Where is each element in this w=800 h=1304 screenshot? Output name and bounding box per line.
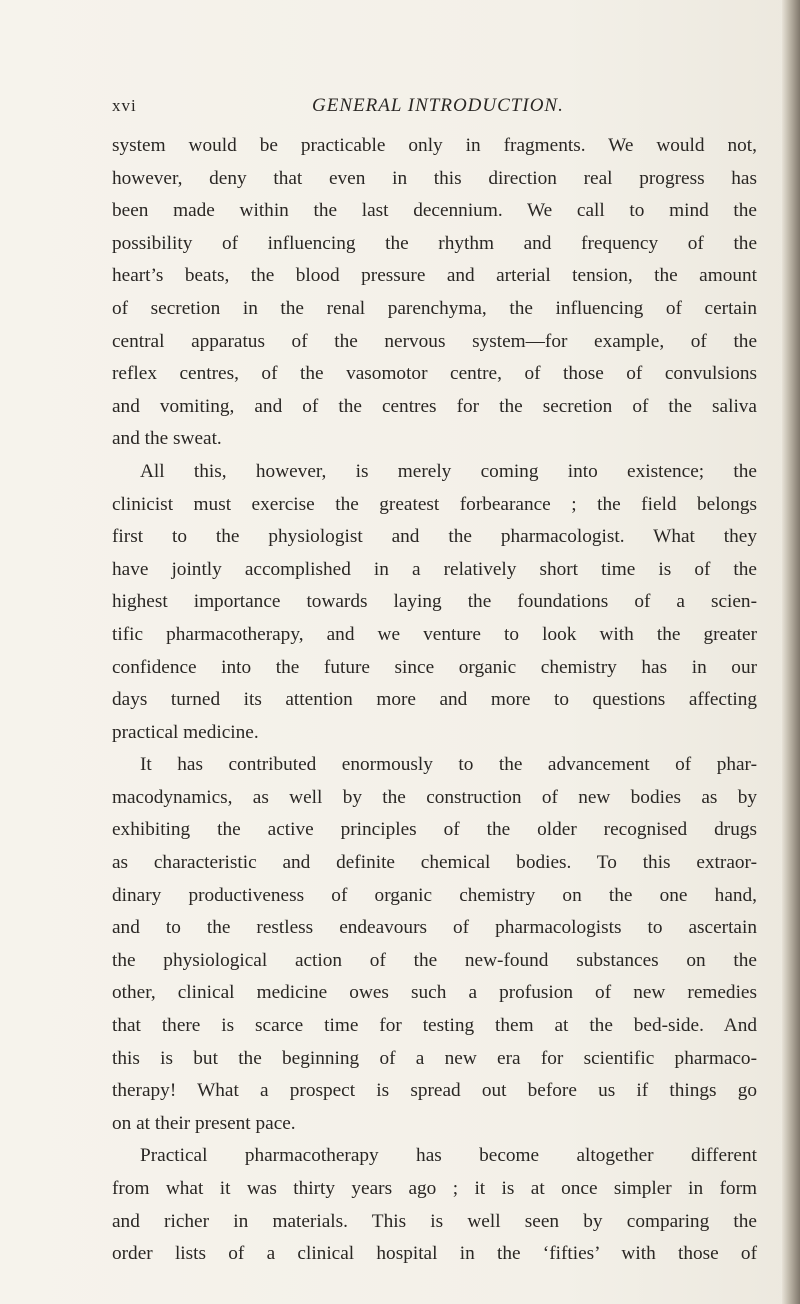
text-line: been made within the last decennium. We call to mind the [112, 200, 757, 222]
text-line: central apparatus of the nervous system—for example, of the [112, 330, 757, 352]
text-line: have jointly accomplished in a relatively short time is of the [112, 558, 757, 580]
text-line: exhibiting the active principles of the older recognised drugs [112, 819, 757, 841]
text-line: highest importance towards laying the foundations of a scien- [112, 591, 757, 613]
text-line: macodynamics, as well by the construction of new bodies as by [112, 786, 757, 808]
text-line: first to the physiologist and the pharmacologist. What they [112, 526, 757, 548]
text-line: clinicist must exercise the greatest forbearance ; the field belongs [112, 493, 757, 515]
text-line: confidence into the future since organic chemistry has in our [112, 656, 757, 678]
text-line: possibility of influencing the rhythm and frequency of the [112, 232, 757, 254]
text-line: that there is scarce time for testing them at the bed-side. And [112, 1015, 757, 1037]
paragraph-start: All this, however, is merely coming into existence; the [140, 460, 757, 482]
page-header [112, 96, 757, 122]
running-head: GENERAL INTRODUCTION. [312, 95, 564, 116]
text-line: tific pharmacotherapy, and we venture to look with the greater [112, 623, 757, 645]
page-number: xvi [112, 96, 137, 115]
paragraph-start: Practical pharmacotherapy has become altogether different [140, 1145, 757, 1167]
text-line: however, deny that even in this direction real progress has [112, 167, 757, 189]
text-line: as characteristic and definite chemical bodies. To this extraor- [112, 852, 757, 874]
text-line: this is but the beginning of a new era for scientific pharmaco- [112, 1047, 757, 1069]
text-line: and vomiting, and of the centres for the secretion of the saliva [112, 395, 757, 417]
text-line: system would be practicable only in fragments. We would not, [112, 135, 757, 156]
text-line: the physiological action of the new-found substances on the [112, 949, 757, 971]
paragraph-start: It has contributed enormously to the advancement of phar- [140, 754, 757, 776]
page-edge-shadow [782, 0, 800, 1304]
text-line: order lists of a clinical hospital in the ‘fifties’ with those of [112, 1243, 757, 1265]
text-line: and to the restless endeavours of pharmacologists to ascertain [112, 917, 757, 939]
body-text [112, 130, 757, 1271]
text-line: other, clinical medicine owes such a profusion of new remedies [112, 982, 757, 1004]
text-line: heart’s beats, the blood pressure and arterial tension, the amount [112, 265, 757, 287]
text-line: reflex centres, of the vasomotor centre, of those of convulsions [112, 363, 757, 385]
text-line: from what it was thirty years ago ; it is at once simpler in form [112, 1178, 757, 1199]
text-line: on at their present pace. [112, 1112, 296, 1134]
text-line: and richer in materials. This is well seen by comparing the [112, 1210, 757, 1232]
text-line: of secretion in the renal parenchyma, the influencing of certain [112, 297, 757, 319]
text-line: practical medicine. [112, 721, 259, 743]
text-line: and the sweat. [112, 428, 222, 450]
text-line: days turned its attention more and more to questions affecting [112, 689, 757, 711]
text-line: dinary productiveness of organic chemistry on the one hand, [112, 884, 757, 906]
text-line: therapy! What a prospect is spread out before us if things go [112, 1080, 757, 1102]
